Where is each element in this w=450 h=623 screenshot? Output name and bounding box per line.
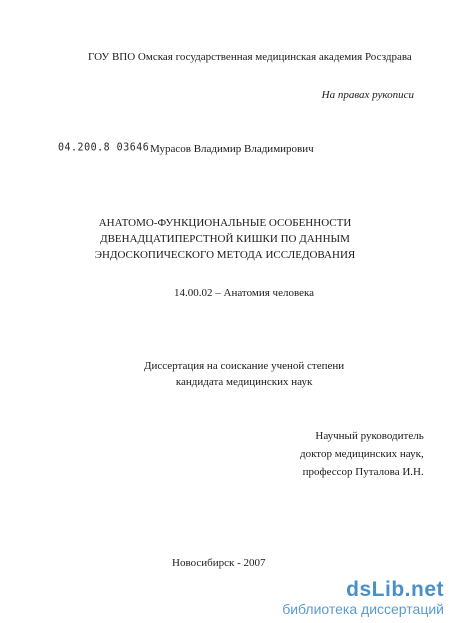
title-line: ЭНДОСКОПИЧЕСКОГО МЕТОДА ИССЛЕДОВАНИЯ (94, 249, 356, 261)
dissertation-title (0, 215, 450, 263)
institution-name: ГОУ ВПО Омская государственная медицинская академия Росздрава (88, 51, 412, 63)
watermark-tagline: библиотека диссертаций (282, 601, 444, 617)
advisor-line: доктор медицинских наук, (300, 448, 424, 460)
watermark-logo[interactable]: dsLib.net (346, 578, 444, 601)
manuscript-note: На правах рукописи (321, 89, 414, 101)
scientific-advisor (300, 427, 424, 481)
degree-statement (144, 358, 344, 390)
author-name: Мурасов Владимир Владимирович (150, 143, 314, 155)
inventory-stamp: 04.200.8 03646 (58, 141, 150, 154)
advisor-line: профессор Путалова И.Н. (302, 466, 424, 478)
degree-line: кандидата медицинских наук (175, 376, 313, 388)
specialty-code: 14.00.02 – Анатомия человека (174, 287, 315, 299)
city-year: Новосибирск - 2007 (172, 557, 266, 569)
title-line: ДВЕНАДЦАТИПЕРСТНОЙ КИШКИ ПО ДАННЫМ (100, 233, 350, 245)
dslib-watermark[interactable] (282, 579, 444, 617)
degree-line: Диссертация на соискание ученой степени (144, 360, 345, 372)
title-line: АНАТОМО-ФУНКЦИОНАЛЬНЫЕ ОСОБЕННОСТИ (98, 217, 352, 229)
advisor-line: Научный руководитель (315, 430, 424, 442)
